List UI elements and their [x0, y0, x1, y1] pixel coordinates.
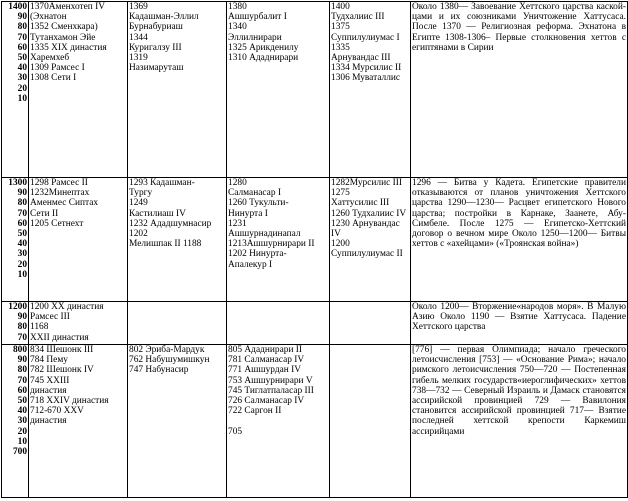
ruler-entry: 726 Салманасар IV [228, 396, 305, 407]
ruler-entry: 1308 Сети I [30, 73, 77, 84]
year-label: 30 [17, 416, 27, 427]
ruler-entry: Нинурта I [228, 208, 268, 219]
years-cell [2, 302, 29, 345]
ruler-entry: 1370Аменхотеп IV [30, 2, 106, 12]
ruler-entry: Куригалзу III [129, 42, 182, 53]
ruler-entry: 1293 Кадашман- [129, 178, 195, 188]
year-label: 70 [17, 332, 27, 343]
ruler-entry: 1202 Нинурта- [228, 249, 287, 260]
year-label: 90 [17, 188, 27, 199]
ruler-entry: 1310 Ададнирари [228, 53, 299, 64]
year-label: 10 [17, 269, 27, 280]
ruler-entry: 1352 Сменхкара) [30, 22, 98, 33]
ruler-entry: 805 Ададнирари II [228, 345, 303, 355]
ruler-entry: 712-670 XXV [30, 406, 84, 417]
hittites-cell [330, 178, 411, 302]
table-row [2, 178, 628, 302]
assyria-cell [227, 345, 330, 498]
events-cell: 1296 — Битва у Кадета. Египетские правители отказываются от планов уничтожения Хеттского царства 1290—1230— Расцвет египетского Нового царства; постройки в Карнаке, Заанете, Абу-Симбеле. После 1275 — Египетско-Хеттский договор о вечном мире Около 1250—1200— Битвы хеттов с «ахейцами» («Троянская война») [411, 178, 628, 302]
year-label: 70 [17, 375, 27, 386]
year-label: 80 [17, 22, 27, 33]
ruler-entry: (Эхнатон [30, 12, 67, 23]
ruler-entry: 1200 [331, 239, 350, 250]
ruler-entry: 1325 Арикденилу [228, 42, 299, 53]
ruler-entry: Хаттусилис III [331, 198, 390, 209]
ruler-entry: Эллилнирари [228, 32, 282, 43]
year-label: 90 [17, 312, 27, 323]
babylon-cell [128, 178, 227, 302]
ruler-entry: Аменмес Сиптах [30, 198, 99, 209]
ruler-entry: 1205 Сетнехт [30, 218, 84, 229]
ruler-entry: династия [30, 385, 67, 396]
ruler-entry: 1335 [331, 42, 350, 53]
ruler-entry: 1168 [30, 322, 49, 333]
egypt-cell [29, 178, 128, 302]
ruler-entry: 753 Ашшурнирари V [228, 375, 313, 386]
ruler-entry: 1260 Тудхалиис IV [331, 208, 407, 219]
ruler-entry: 722 Саргон II [228, 406, 282, 417]
chronology-table [1, 1, 628, 498]
ruler-entry: Тургу [129, 188, 153, 199]
ruler-entry: 771 Ашшурдан IV [228, 365, 302, 376]
year-label: 10 [17, 436, 27, 447]
ruler-entry: 1334 Мурсилис II [331, 63, 402, 74]
babylon-cell [128, 302, 227, 345]
table-row [2, 345, 628, 498]
ruler-entry: Ашшурнадинапал [228, 229, 301, 240]
ruler-entry: 1230 Арнувандас [331, 218, 400, 229]
ruler-entry: 834 Шешонк III [30, 345, 94, 355]
ruler-entry: 1202 [129, 229, 148, 240]
ruler-entry: Кастилиаш IV [129, 208, 186, 219]
egypt-cell [29, 302, 128, 345]
year-label: 70 [17, 208, 27, 219]
ruler-entry: 1232 Ададшумнасир [129, 218, 212, 229]
ruler-entry: 1400 [331, 2, 350, 12]
ruler-entry: 1249 [129, 198, 148, 209]
ruler-entry [228, 416, 328, 426]
year-label: 90 [17, 355, 27, 366]
ruler-entry: 781 Салманасар IV [228, 355, 305, 366]
year-label: 50 [17, 229, 27, 240]
ruler-entry: 1344 [129, 32, 148, 43]
ruler-entry: XXII династия [30, 332, 89, 343]
ruler-entry: Рамсес III [30, 312, 70, 323]
years-cell [2, 345, 29, 498]
ruler-entry: Назимаруташ [129, 63, 184, 74]
ruler-entry: 1260 Тукульти- [228, 198, 289, 209]
ruler-entry: 1340 [228, 22, 247, 33]
ruler-entry: 1375 [331, 22, 350, 33]
ruler-entry: Суппилулиумас I [331, 32, 400, 43]
egypt-cell [29, 345, 128, 498]
ruler-entry: 1298 Рамсес II [30, 178, 88, 188]
ruler-entry: 784 Пему [30, 355, 68, 366]
babylon-cell [128, 345, 227, 498]
year-label: 20 [17, 83, 27, 94]
babylon-cell [128, 2, 227, 178]
ruler-entry: 705 [228, 426, 243, 437]
year-label: 50 [17, 396, 27, 407]
year-label: 20 [17, 259, 27, 270]
ruler-entry: 1282Мурсилис III [331, 178, 402, 188]
year-label: 700 [12, 447, 27, 458]
ruler-entry: 1232Минептах [30, 188, 90, 199]
ruler-entry: 762 Набушумишкун [129, 355, 210, 366]
year-label: 40 [17, 239, 27, 250]
events-cell: [776] — первая Олимпиада; начало греческого летоисчисления [753] — «Основание Рима»; начало римского летоисчисления 750—720 — Постепенная гибель мелких государств«иероглифических» хеттов 738—732 — Северный Израиль и Дамаск становятся ассирийской провинцией 729 — Вавилония становится ассирийской провинцией 717— Взятие последней хеттской крепости Каркемиш ассирийцами [411, 345, 628, 498]
ruler-entry: 1380 [228, 2, 247, 12]
ruler-entry: 1213Ашшурнирари II [228, 239, 315, 250]
year-label: 30 [17, 249, 27, 260]
year-label: 1200 [8, 302, 27, 312]
ruler-entry: Тутанхамон Эйе [30, 32, 96, 43]
year-label: 60 [17, 42, 27, 53]
hittites-cell [330, 302, 411, 345]
ruler-entry: Ашшурбалит I [228, 12, 287, 23]
years-cell [2, 2, 29, 178]
assyria-cell [227, 2, 330, 178]
ruler-entry: 745 Тиглатпаласар III [228, 385, 314, 396]
ruler-entry: 1309 Рамсес I [30, 63, 85, 74]
events-cell: Около 1380— Завоевание Хеттского царства каской-цами и их союзниками Уничтожение Хаттусаса. После 1370 — Религиозная реформа. Эхнатона в Египте 1308-1306– Первые столкновения хеттов с египтянами в Сирии [411, 2, 628, 178]
events-cell: Около 1200— Вторжение«народов моря». В Малую Азию Около 1190 — Взятие Хаттусаса. Падение Хеттского царства [411, 302, 628, 345]
year-label: 800 [12, 345, 27, 355]
hittites-cell [330, 2, 411, 178]
ruler-entry: IV [331, 229, 341, 240]
ruler-entry: Сети II [30, 208, 59, 219]
ruler-entry: 802 Эриба-Мардук [129, 345, 205, 355]
year-label: 70 [17, 32, 27, 43]
table-row [2, 2, 628, 178]
ruler-entry: Суппилулиумас II [331, 249, 403, 260]
ruler-entry: 1275 [331, 188, 350, 199]
ruler-entry: 745 XXIII [30, 375, 70, 386]
ruler-entry: Бурнабуриаш [129, 22, 183, 33]
ruler-entry: 1369 [129, 2, 148, 12]
ruler-entry: 1200 XX династия [30, 302, 104, 312]
year-label: 40 [17, 63, 27, 74]
year-label: 1300 [8, 178, 27, 188]
year-label: 1400 [8, 2, 27, 12]
ruler-entry: Кадашман-Эллил [129, 12, 199, 23]
ruler-entry: Салманасар I [228, 188, 281, 199]
egypt-cell [29, 2, 128, 178]
ruler-entry: Харемхеб [30, 53, 70, 64]
ruler-entry: 1319 [129, 53, 148, 64]
year-label: 60 [17, 385, 27, 396]
year-label: 50 [17, 53, 27, 64]
year-label: 80 [17, 322, 27, 333]
year-label: 30 [17, 73, 27, 84]
years-cell [2, 178, 29, 302]
hittites-cell [330, 345, 411, 498]
year-label: 80 [17, 198, 27, 209]
year-label: 80 [17, 365, 27, 376]
ruler-entry: 1306 Муваталлис [331, 73, 401, 84]
ruler-entry: Тудхалиис III [331, 12, 385, 23]
year-label: 60 [17, 218, 27, 229]
year-label: 20 [17, 426, 27, 437]
ruler-entry: 782 Шешонк IV [30, 365, 94, 376]
assyria-cell [227, 302, 330, 345]
ruler-entry: 1231 [228, 218, 247, 229]
table-row [2, 302, 628, 345]
ruler-entry: 1280 [228, 178, 247, 188]
assyria-cell [227, 178, 330, 302]
ruler-entry: династия [30, 416, 67, 427]
ruler-entry: 718 XXIV династия [30, 396, 109, 407]
year-label: 40 [17, 406, 27, 417]
year-label: 10 [17, 93, 27, 104]
ruler-entry: 1335 XIX династия [30, 42, 107, 53]
ruler-entry: Арнувандас III [331, 53, 391, 64]
ruler-entry: Апалекур I [228, 259, 273, 270]
year-label: 90 [17, 12, 27, 23]
ruler-entry: Мелишпак II 1188 [129, 239, 202, 250]
ruler-entry: 747 Набунасир [129, 365, 189, 376]
